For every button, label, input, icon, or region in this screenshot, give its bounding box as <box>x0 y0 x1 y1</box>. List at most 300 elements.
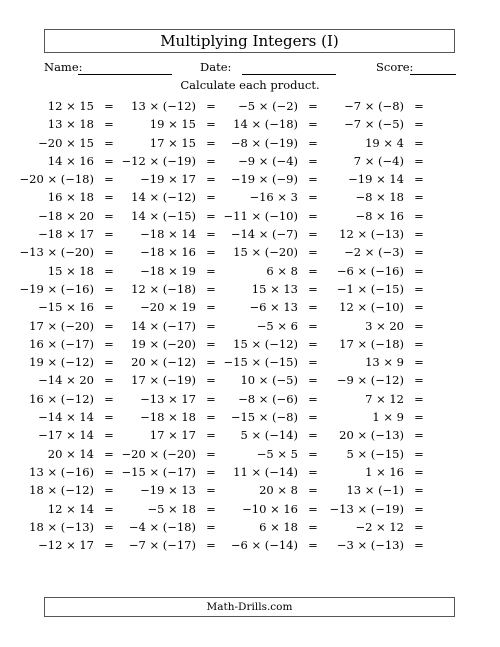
problem-expression: 12 × 14 <box>47 501 94 516</box>
equals-sign: = <box>104 263 114 278</box>
equals-sign: = <box>308 135 318 150</box>
problem <box>16 390 116 408</box>
equals-sign: = <box>414 263 424 278</box>
equals-sign: = <box>104 410 114 425</box>
problem-expression: −14 × 20 <box>38 373 94 388</box>
problem-expression: −2 × 12 <box>355 519 404 534</box>
problem <box>118 97 218 115</box>
problem-expression: 13 × (−1) <box>346 483 404 498</box>
equals-sign: = <box>104 99 114 113</box>
problem-row <box>0 280 500 298</box>
problem-expression: −20 × (−18) <box>19 172 94 187</box>
equals-sign: = <box>206 227 216 242</box>
footer-text: Math-Drills.com <box>206 601 293 613</box>
equals-sign: = <box>414 227 424 242</box>
problem-grid <box>0 97 500 554</box>
problem-expression: 6 × 18 <box>259 519 298 534</box>
problem-row <box>0 298 500 316</box>
equals-sign: = <box>308 501 318 516</box>
equals-sign: = <box>308 538 318 553</box>
problem-row <box>0 188 500 206</box>
problem-expression: 20 × (−13) <box>339 428 404 443</box>
problem-expression: −7 × (−8) <box>344 99 404 113</box>
problem-expression: 12 × (−10) <box>339 300 404 315</box>
problem-row <box>0 371 500 389</box>
problem-expression: 10 × (−5) <box>240 373 298 388</box>
problem-expression: 13 × 9 <box>365 355 404 370</box>
equals-sign: = <box>104 153 114 168</box>
equals-sign: = <box>414 208 424 223</box>
problem <box>326 134 426 152</box>
problem-expression: 14 × (−12) <box>131 190 196 205</box>
problem-row <box>0 445 500 463</box>
problem <box>326 262 426 280</box>
equals-sign: = <box>206 208 216 223</box>
equals-sign: = <box>414 245 424 260</box>
equals-sign: = <box>414 464 424 479</box>
problem <box>326 280 426 298</box>
problem <box>220 481 320 499</box>
problem-expression: 20 × (−12) <box>131 355 196 370</box>
equals-sign: = <box>104 318 114 333</box>
equals-sign: = <box>308 245 318 260</box>
equals-sign: = <box>104 391 114 406</box>
problem-expression: −13 × 17 <box>140 391 196 406</box>
equals-sign: = <box>206 263 216 278</box>
problem <box>220 317 320 335</box>
equals-sign: = <box>206 245 216 260</box>
equals-sign: = <box>104 281 114 296</box>
problem-expression: −19 × (−16) <box>19 281 94 296</box>
equals-sign: = <box>414 117 424 132</box>
problem <box>16 262 116 280</box>
problem <box>220 134 320 152</box>
equals-sign: = <box>206 336 216 351</box>
equals-sign: = <box>206 355 216 370</box>
equals-sign: = <box>104 190 114 205</box>
problem <box>118 207 218 225</box>
equals-sign: = <box>308 519 318 534</box>
equals-sign: = <box>104 483 114 498</box>
problem-expression: 19 × (−20) <box>131 336 196 351</box>
problem-expression: −12 × (−19) <box>121 153 196 168</box>
problem-expression: −9 × (−12) <box>336 373 404 388</box>
problem <box>16 170 116 188</box>
equals-sign: = <box>414 153 424 168</box>
equals-sign: = <box>104 428 114 443</box>
problem-expression: 20 × 14 <box>47 446 94 461</box>
problem-expression: −20 × 15 <box>38 135 94 150</box>
problem-expression: −19 × 14 <box>348 172 404 187</box>
equals-sign: = <box>206 117 216 132</box>
equals-sign: = <box>206 135 216 150</box>
equals-sign: = <box>104 519 114 534</box>
problem-expression: 13 × 18 <box>47 117 94 132</box>
name-label: Name: <box>44 60 83 74</box>
problem <box>220 371 320 389</box>
problem <box>220 426 320 444</box>
problem <box>220 463 320 481</box>
equals-sign: = <box>414 373 424 388</box>
problem-expression: −8 × 18 <box>355 190 404 205</box>
problem <box>220 170 320 188</box>
problem <box>326 500 426 518</box>
problem <box>118 225 218 243</box>
equals-sign: = <box>104 117 114 132</box>
equals-sign: = <box>414 501 424 516</box>
problem <box>326 481 426 499</box>
problem-row <box>0 207 500 225</box>
problem-expression: 1 × 9 <box>372 410 404 425</box>
problem-expression: 5 × (−14) <box>240 428 298 443</box>
equals-sign: = <box>104 446 114 461</box>
problem <box>16 500 116 518</box>
problem-expression: 17 × (−18) <box>339 336 404 351</box>
problem <box>16 481 116 499</box>
problem <box>118 445 218 463</box>
equals-sign: = <box>206 99 216 113</box>
problem-row <box>0 536 500 554</box>
problem-expression: −13 × (−19) <box>329 501 404 516</box>
equals-sign: = <box>414 172 424 187</box>
problem-row <box>0 97 500 115</box>
problem <box>118 353 218 371</box>
equals-sign: = <box>414 336 424 351</box>
problem-expression: 13 × (−12) <box>131 99 196 113</box>
instructions: Calculate each product. <box>180 78 320 92</box>
problem-expression: −15 × 16 <box>38 300 94 315</box>
problem <box>326 207 426 225</box>
problem <box>118 170 218 188</box>
problem-expression: −13 × (−20) <box>19 245 94 260</box>
equals-sign: = <box>206 483 216 498</box>
problem <box>220 500 320 518</box>
date-label: Date: <box>200 60 232 74</box>
problem <box>16 225 116 243</box>
equals-sign: = <box>206 464 216 479</box>
equals-sign: = <box>414 519 424 534</box>
equals-sign: = <box>104 135 114 150</box>
equals-sign: = <box>104 373 114 388</box>
problem <box>16 353 116 371</box>
problem-expression: 19 × 15 <box>149 117 196 132</box>
problem-expression: −4 × (−18) <box>128 519 196 534</box>
equals-sign: = <box>308 428 318 443</box>
equals-sign: = <box>104 464 114 479</box>
problem <box>326 335 426 353</box>
problem <box>16 335 116 353</box>
problem-row <box>0 500 500 518</box>
equals-sign: = <box>308 190 318 205</box>
equals-sign: = <box>414 483 424 498</box>
problem-expression: −17 × 14 <box>38 428 94 443</box>
problem <box>326 408 426 426</box>
problem-expression: 14 × (−15) <box>131 208 196 223</box>
problem <box>326 445 426 463</box>
problem <box>118 481 218 499</box>
equals-sign: = <box>308 446 318 461</box>
problem-expression: −18 × 19 <box>140 263 196 278</box>
equals-sign: = <box>308 208 318 223</box>
problem-expression: 14 × (−18) <box>233 117 298 132</box>
problem <box>326 152 426 170</box>
problem-expression: −6 × (−14) <box>230 538 298 553</box>
problem-expression: −18 × 17 <box>38 227 94 242</box>
problem-expression: −18 × 18 <box>140 410 196 425</box>
equals-sign: = <box>104 172 114 187</box>
problem <box>326 243 426 261</box>
problem <box>220 243 320 261</box>
problem-expression: −19 × 13 <box>140 483 196 498</box>
problem-expression: 19 × (−12) <box>29 355 94 370</box>
problem-expression: −9 × (−4) <box>238 153 298 168</box>
equals-sign: = <box>206 153 216 168</box>
problem <box>118 500 218 518</box>
problem-row <box>0 262 500 280</box>
problem-expression: −15 × (−15) <box>223 355 298 370</box>
problem-row <box>0 225 500 243</box>
problem <box>16 207 116 225</box>
problem <box>118 518 218 536</box>
problem-expression: −18 × 20 <box>38 208 94 223</box>
problem-expression: −18 × 16 <box>140 245 196 260</box>
student-info-row <box>44 60 456 76</box>
problem <box>220 518 320 536</box>
problem <box>220 298 320 316</box>
problem-row <box>0 426 500 444</box>
name-line <box>78 74 172 75</box>
problem-expression: 17 × 17 <box>149 428 196 443</box>
problem <box>118 463 218 481</box>
problem <box>16 115 116 133</box>
problem <box>118 280 218 298</box>
equals-sign: = <box>206 281 216 296</box>
problem-expression: −5 × (−2) <box>238 99 298 113</box>
problem-expression: 15 × (−12) <box>233 336 298 351</box>
problem <box>220 353 320 371</box>
problem <box>16 317 116 335</box>
problem <box>118 188 218 206</box>
equals-sign: = <box>206 373 216 388</box>
problem-row <box>0 518 500 536</box>
problem-expression: −12 × 17 <box>38 538 94 553</box>
equals-sign: = <box>206 501 216 516</box>
problem <box>118 262 218 280</box>
problem-expression: 12 × (−18) <box>131 281 196 296</box>
problem <box>326 390 426 408</box>
problem <box>220 207 320 225</box>
problem <box>326 536 426 554</box>
problem-expression: −15 × (−8) <box>230 410 298 425</box>
problem-expression: 19 × 4 <box>365 135 404 150</box>
equals-sign: = <box>414 538 424 553</box>
problem <box>118 243 218 261</box>
problem <box>326 353 426 371</box>
equals-sign: = <box>414 391 424 406</box>
equals-sign: = <box>308 373 318 388</box>
problem-expression: −19 × (−9) <box>230 172 298 187</box>
problem <box>16 152 116 170</box>
problem <box>16 280 116 298</box>
problem <box>16 134 116 152</box>
problem-expression: −11 × (−10) <box>223 208 298 223</box>
equals-sign: = <box>206 391 216 406</box>
problem <box>118 335 218 353</box>
problem-expression: −1 × (−15) <box>336 281 404 296</box>
problem <box>220 97 320 115</box>
problem-expression: 7 × 12 <box>365 391 404 406</box>
problem-expression: 16 × (−17) <box>29 336 94 351</box>
problem <box>326 518 426 536</box>
equals-sign: = <box>104 208 114 223</box>
problem-expression: −14 × (−7) <box>230 227 298 242</box>
problem-row <box>0 390 500 408</box>
problem-expression: −16 × 3 <box>249 190 298 205</box>
problem <box>326 170 426 188</box>
equals-sign: = <box>206 318 216 333</box>
problem-row <box>0 335 500 353</box>
worksheet-title-box <box>44 29 455 53</box>
problem-expression: 11 × (−14) <box>233 464 298 479</box>
equals-sign: = <box>414 99 424 113</box>
problem-expression: 17 × (−20) <box>29 318 94 333</box>
equals-sign: = <box>104 227 114 242</box>
equals-sign: = <box>104 300 114 315</box>
equals-sign: = <box>414 446 424 461</box>
equals-sign: = <box>308 318 318 333</box>
problem-expression: 18 × (−12) <box>29 483 94 498</box>
problem-expression: −7 × (−17) <box>128 538 196 553</box>
equals-sign: = <box>308 410 318 425</box>
equals-sign: = <box>206 519 216 534</box>
equals-sign: = <box>308 117 318 132</box>
problem <box>16 97 116 115</box>
worksheet-title: Multiplying Integers (I) <box>160 32 339 50</box>
problem-expression: 14 × (−17) <box>131 318 196 333</box>
problem-expression: −5 × 18 <box>147 501 196 516</box>
problem-expression: −2 × (−3) <box>344 245 404 260</box>
equals-sign: = <box>206 410 216 425</box>
problem <box>118 115 218 133</box>
problem-expression: 1 × 16 <box>365 464 404 479</box>
problem <box>326 371 426 389</box>
problem <box>220 262 320 280</box>
problem <box>220 408 320 426</box>
problem-expression: 16 × (−12) <box>29 391 94 406</box>
problem-row <box>0 317 500 335</box>
problem <box>16 371 116 389</box>
problem <box>220 188 320 206</box>
problem <box>118 298 218 316</box>
problem <box>118 317 218 335</box>
problem <box>16 518 116 536</box>
problem-expression: −20 × (−20) <box>121 446 196 461</box>
equals-sign: = <box>104 501 114 516</box>
problem-expression: 12 × (−13) <box>339 227 404 242</box>
problem <box>118 371 218 389</box>
problem-expression: −18 × 14 <box>140 227 196 242</box>
equals-sign: = <box>308 464 318 479</box>
equals-sign: = <box>206 172 216 187</box>
problem-expression: −14 × 14 <box>38 410 94 425</box>
problem <box>16 445 116 463</box>
equals-sign: = <box>414 355 424 370</box>
problem <box>220 115 320 133</box>
problem-expression: −8 × (−19) <box>230 135 298 150</box>
problem-row <box>0 115 500 133</box>
date-line <box>242 74 336 75</box>
problem <box>118 152 218 170</box>
equals-sign: = <box>414 300 424 315</box>
problem-expression: −10 × 16 <box>242 501 298 516</box>
problem <box>118 134 218 152</box>
problem-expression: 15 × 18 <box>47 263 94 278</box>
problem-row <box>0 463 500 481</box>
problem <box>16 188 116 206</box>
problem <box>16 243 116 261</box>
problem-expression: 14 × 16 <box>47 153 94 168</box>
equals-sign: = <box>414 190 424 205</box>
equals-sign: = <box>308 281 318 296</box>
problem <box>326 97 426 115</box>
problem-expression: 3 × 20 <box>365 318 404 333</box>
problem-expression: −6 × 13 <box>249 300 298 315</box>
problem-row <box>0 152 500 170</box>
equals-sign: = <box>104 538 114 553</box>
problem <box>326 426 426 444</box>
problem-row <box>0 408 500 426</box>
equals-sign: = <box>414 318 424 333</box>
problem-expression: 6 × 8 <box>266 263 298 278</box>
problem <box>326 115 426 133</box>
footer-box <box>44 597 455 617</box>
equals-sign: = <box>308 300 318 315</box>
problem-expression: −7 × (−5) <box>344 117 404 132</box>
problem <box>220 445 320 463</box>
problem <box>220 335 320 353</box>
problem <box>220 225 320 243</box>
score-line <box>410 74 456 75</box>
problem-expression: 7 × (−4) <box>353 153 404 168</box>
problem-expression: 13 × (−16) <box>29 464 94 479</box>
problem-row <box>0 243 500 261</box>
problem-expression: 5 × (−15) <box>346 446 404 461</box>
equals-sign: = <box>206 428 216 443</box>
equals-sign: = <box>308 483 318 498</box>
equals-sign: = <box>206 300 216 315</box>
equals-sign: = <box>206 446 216 461</box>
problem-expression: −19 × 17 <box>140 172 196 187</box>
equals-sign: = <box>308 99 318 113</box>
problem-expression: 15 × 13 <box>251 281 298 296</box>
problem <box>16 536 116 554</box>
problem-expression: −15 × (−17) <box>121 464 196 479</box>
problem-expression: −8 × 16 <box>355 208 404 223</box>
score-label: Score: <box>376 60 414 74</box>
problem-expression: 17 × (−19) <box>131 373 196 388</box>
equals-sign: = <box>414 410 424 425</box>
equals-sign: = <box>308 263 318 278</box>
problem-row <box>0 481 500 499</box>
equals-sign: = <box>308 391 318 406</box>
equals-sign: = <box>308 355 318 370</box>
problem-expression: −8 × (−6) <box>238 391 298 406</box>
problem <box>326 188 426 206</box>
problem-expression: −5 × 6 <box>256 318 298 333</box>
problem <box>16 463 116 481</box>
problem-expression: 15 × (−20) <box>233 245 298 260</box>
equals-sign: = <box>104 336 114 351</box>
